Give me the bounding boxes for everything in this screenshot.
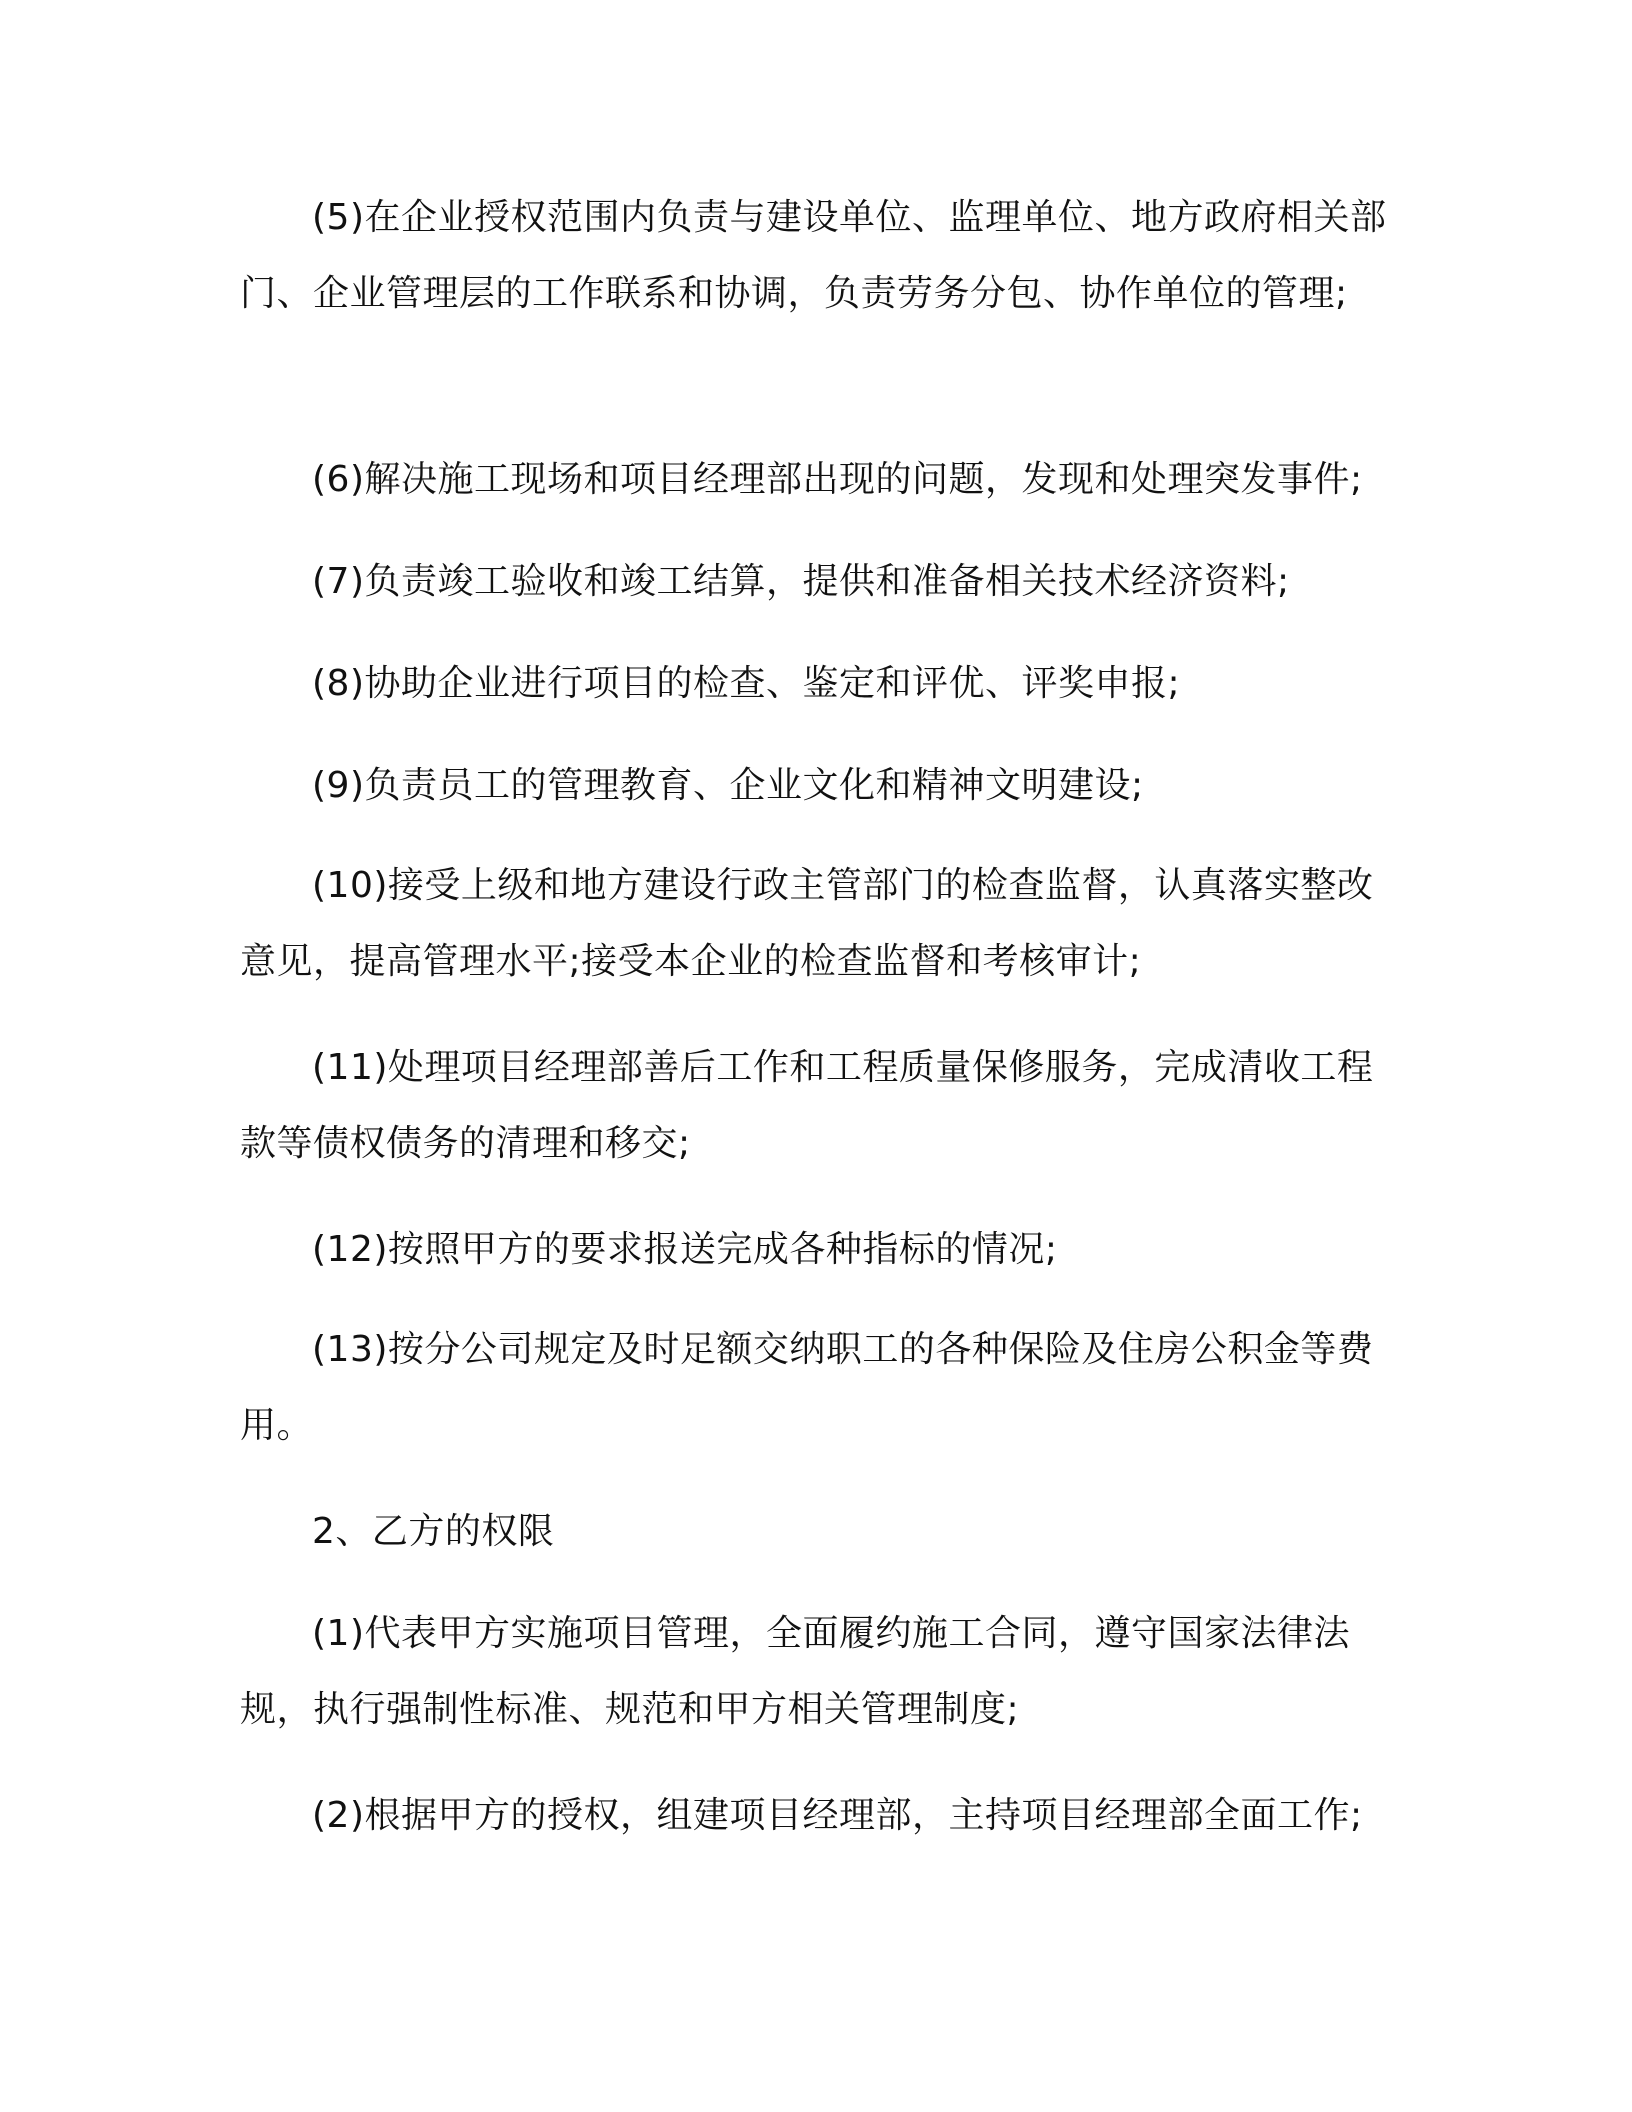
paragraph-item-5: (5)在企业授权范围内负责与建设单位、监理单位、地方政府相关部门、企业管理层的工作联系和协调，负责劳务分包、协作单位的管理;	[240, 197, 1387, 314]
paragraph-item-11: (11)处理项目经理部善后工作和工程质量保修服务，完成清收工程款等债权债务的清理和移交;	[240, 1047, 1374, 1164]
paragraph-item-1: (1)代表甲方实施项目管理，全面履约施工合同，遵守国家法律法规，执行强制性标准、规范和甲方相关管理制度;	[240, 1613, 1350, 1730]
paragraph-item-8: (8)协助企业进行项目的检查、鉴定和评优、评奖申报;	[312, 663, 1181, 704]
paragraph-item-9: (9)负责员工的管理教育、企业文化和精神文明建设;	[312, 765, 1144, 806]
section-heading: 2、乙方的权限	[312, 1511, 555, 1552]
paragraph-item-12: (12)按照甲方的要求报送完成各种指标的情况;	[312, 1229, 1058, 1270]
paragraph-item-7: (7)负责竣工验收和竣工结算，提供和准备相关技术经济资料;	[312, 561, 1290, 602]
paragraph-item-10: (10)接受上级和地方建设行政主管部门的检查监督，认真落实整改意见，提高管理水平;接受本企业的检查监督和考核审计;	[240, 865, 1374, 982]
paragraph-item-6: (6)解决施工现场和项目经理部出现的问题，发现和处理突发事件;	[312, 459, 1363, 500]
paragraph-item-2: (2)根据甲方的授权，组建项目经理部，主持项目经理部全面工作;	[312, 1795, 1363, 1836]
paragraph-item-13: (13)按分公司规定及时足额交纳职工的各种保险及住房公积金等费用。	[240, 1329, 1374, 1446]
